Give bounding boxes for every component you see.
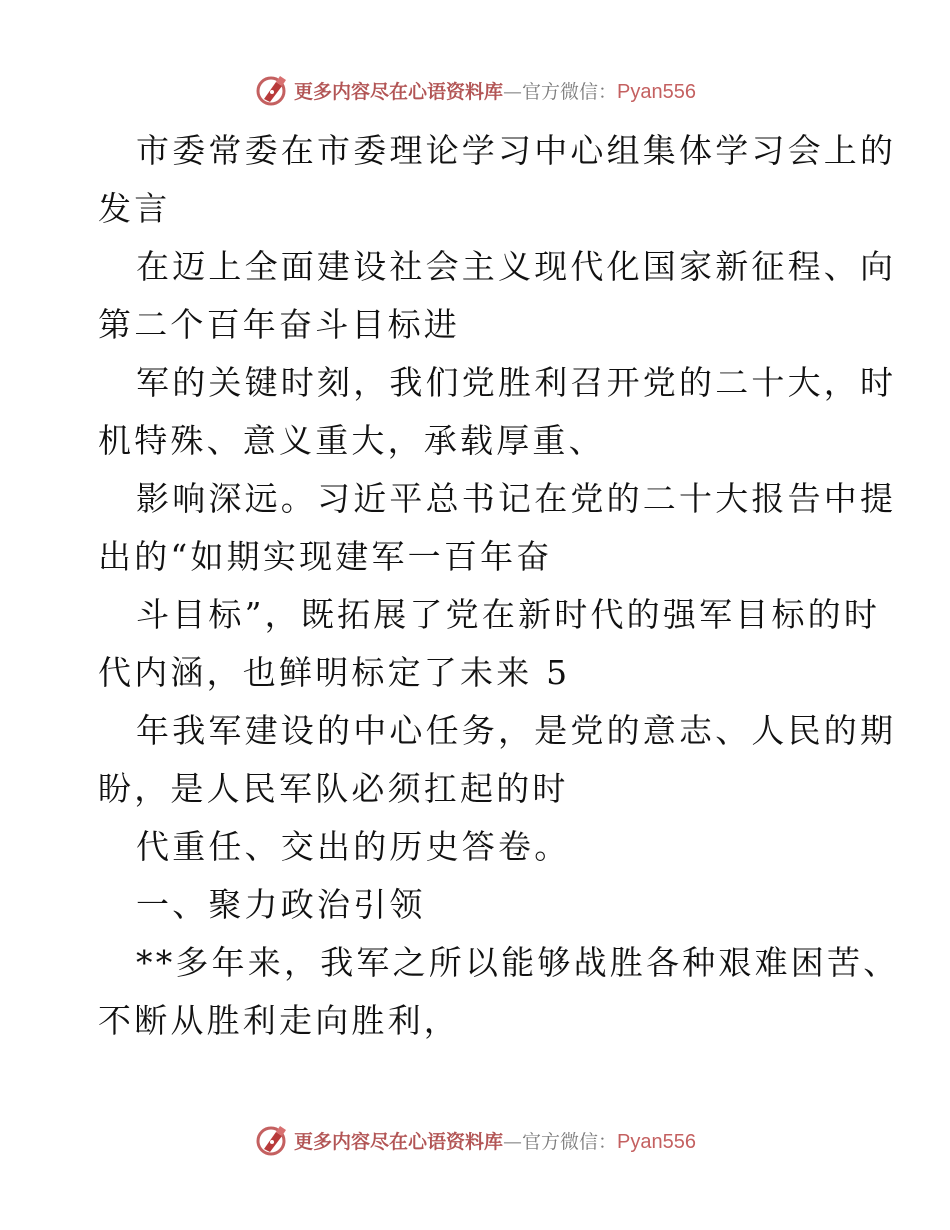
footer-watermark [0,1120,950,1160]
pen-nib-logo-icon [254,72,290,108]
paragraph-line: 第二个百年奋斗目标进 [98,305,460,344]
title-line-2: 发言 [98,189,171,228]
section-heading: 一、聚力政治引领 [136,885,426,924]
watermark-separator: — [503,80,523,103]
watermark-wechat-id: Pyan556 [617,1130,696,1153]
paragraph-line: 年我军建设的中心任务，是党的意志、人民的期 [136,711,897,750]
paragraph-line: 代内涵，也鲜明标定了未来 5 [98,653,571,692]
paragraph-line: **多年来，我军之所以能够战胜各种艰难困苦、 [136,943,900,982]
watermark-separator: — [503,1130,523,1153]
paragraph-line: 盼，是人民军队必须扛起的时 [98,769,569,808]
paragraph-line: 出的“如期实现建军一百年奋 [98,537,553,576]
watermark-official-label: 官方微信： [522,80,618,103]
paragraph-line: 在迈上全面建设社会主义现代化国家新征程、向 [136,247,897,286]
pen-nib-logo-icon [254,1122,290,1158]
paragraph-line: 军的关键时刻，我们党胜利召开党的二十大，时 [136,363,897,402]
watermark-main-text: 更多内容尽在心语资料库 [294,1130,504,1153]
document-body [98,122,900,1050]
paragraph-line: 代重任、交出的历史答卷。 [136,827,571,866]
paragraph-line: 不断从胜利走向胜利， [98,1001,460,1040]
watermark-wechat-id: Pyan556 [617,80,696,103]
paragraph-line: 斗目标”，既拓展了党在新时代的强军目标的时 [136,595,881,634]
paragraph-line: 影响深远。习近平总书记在党的二十大报告中提 [136,479,897,518]
header-watermark [0,70,950,110]
watermark-main-text: 更多内容尽在心语资料库 [294,80,504,103]
paragraph-line: 机特殊、意义重大，承载厚重、 [98,421,605,460]
title-line-1: 市委常委在市委理论学习中心组集体学习会上的 [136,131,897,170]
watermark-official-label: 官方微信： [522,1130,618,1153]
